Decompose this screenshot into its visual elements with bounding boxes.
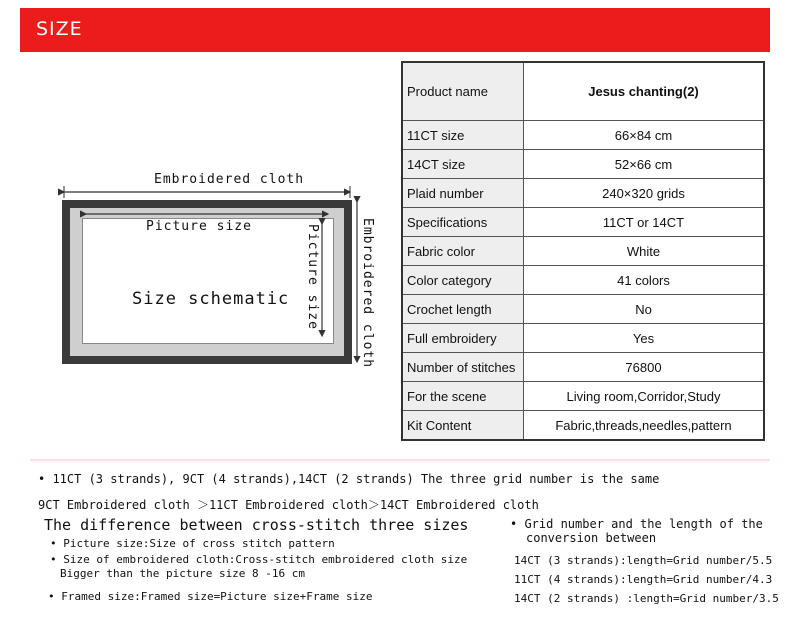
difference-title: The difference between cross-stitch three sizes <box>44 516 469 534</box>
table-row <box>402 324 764 353</box>
table-row <box>402 295 764 324</box>
table-row <box>402 382 764 411</box>
spec-label: Specifications <box>402 208 524 237</box>
bullet-picture-size: • Picture size:Size of cross stitch pattern <box>50 537 335 550</box>
bullet-framed-size: • Framed size:Framed size=Picture size+Frame size <box>48 590 373 603</box>
bullet-cloth-size-cont: Bigger than the picture size 8 -16 cm <box>60 567 306 580</box>
table-row <box>402 353 764 382</box>
table-row <box>402 62 764 121</box>
conversion-title-cont: conversion between <box>526 531 657 545</box>
embroidered-cloth-vertical-label: Embroidered cloth <box>360 218 375 369</box>
conversion-11ct-4: 11CT (4 strands):length=Grid number/4.3 <box>514 573 773 586</box>
spec-table <box>401 61 765 441</box>
conversion-14ct-2: 14CT (2 strands) :length=Grid number/3.5 <box>514 592 779 605</box>
spec-label: Fabric color <box>402 237 524 266</box>
spec-label: For the scene <box>402 382 524 411</box>
spec-label: Number of stitches <box>402 353 524 382</box>
picture-size-vertical-label: Picture size <box>305 224 320 330</box>
size-schematic-label: Size schematic <box>132 289 290 309</box>
table-row <box>402 179 764 208</box>
spec-value: Fabric,threads,needles,pattern <box>524 411 765 441</box>
note-grid-same: • 11CT (3 strands), 9CT (4 strands),14CT (2 strands) The three grid number is the same <box>38 472 660 486</box>
spec-value: White <box>524 237 765 266</box>
embroidered-cloth-label: Embroidered cloth <box>154 172 305 187</box>
note-cloth-compare: 9CT Embroidered cloth ＞11CT Embroidered cloth＞14CT Embroidered cloth <box>38 498 539 512</box>
spec-value: 240×320 grids <box>524 179 765 208</box>
dimension-arrows <box>0 0 400 440</box>
spec-label: Color category <box>402 266 524 295</box>
table-row <box>402 266 764 295</box>
spec-label: 11CT size <box>402 121 524 150</box>
spec-label: 14CT size <box>402 150 524 179</box>
bullet-cloth-size: • Size of embroidered cloth:Cross-stitch embroidered cloth size <box>50 553 468 566</box>
conversion-14ct-3: 14CT (3 strands):length=Grid number/5.5 <box>514 554 773 567</box>
size-schematic <box>0 0 400 440</box>
spec-label: Product name <box>402 62 524 121</box>
spec-value: Jesus chanting(2) <box>524 62 765 121</box>
spec-value: 76800 <box>524 353 765 382</box>
spec-value: No <box>524 295 765 324</box>
picture-size-label: Picture size <box>146 219 252 234</box>
spec-label: Full embroidery <box>402 324 524 353</box>
spec-label: Crochet length <box>402 295 524 324</box>
table-row <box>402 121 764 150</box>
table-row <box>402 150 764 179</box>
spec-label: Kit Content <box>402 411 524 441</box>
spec-label: Plaid number <box>402 179 524 208</box>
spec-value: 52×66 cm <box>524 150 765 179</box>
table-row <box>402 411 764 441</box>
spec-value: Yes <box>524 324 765 353</box>
conversion-title: • Grid number and the length of the <box>510 517 763 531</box>
spec-value: Living room,Corridor,Study <box>524 382 765 411</box>
banner-title: SIZE <box>36 18 83 40</box>
spec-value: 41 colors <box>524 266 765 295</box>
spec-value: 11CT or 14CT <box>524 208 765 237</box>
table-row <box>402 208 764 237</box>
section-divider <box>30 459 770 463</box>
spec-value: 66×84 cm <box>524 121 765 150</box>
table-row <box>402 237 764 266</box>
